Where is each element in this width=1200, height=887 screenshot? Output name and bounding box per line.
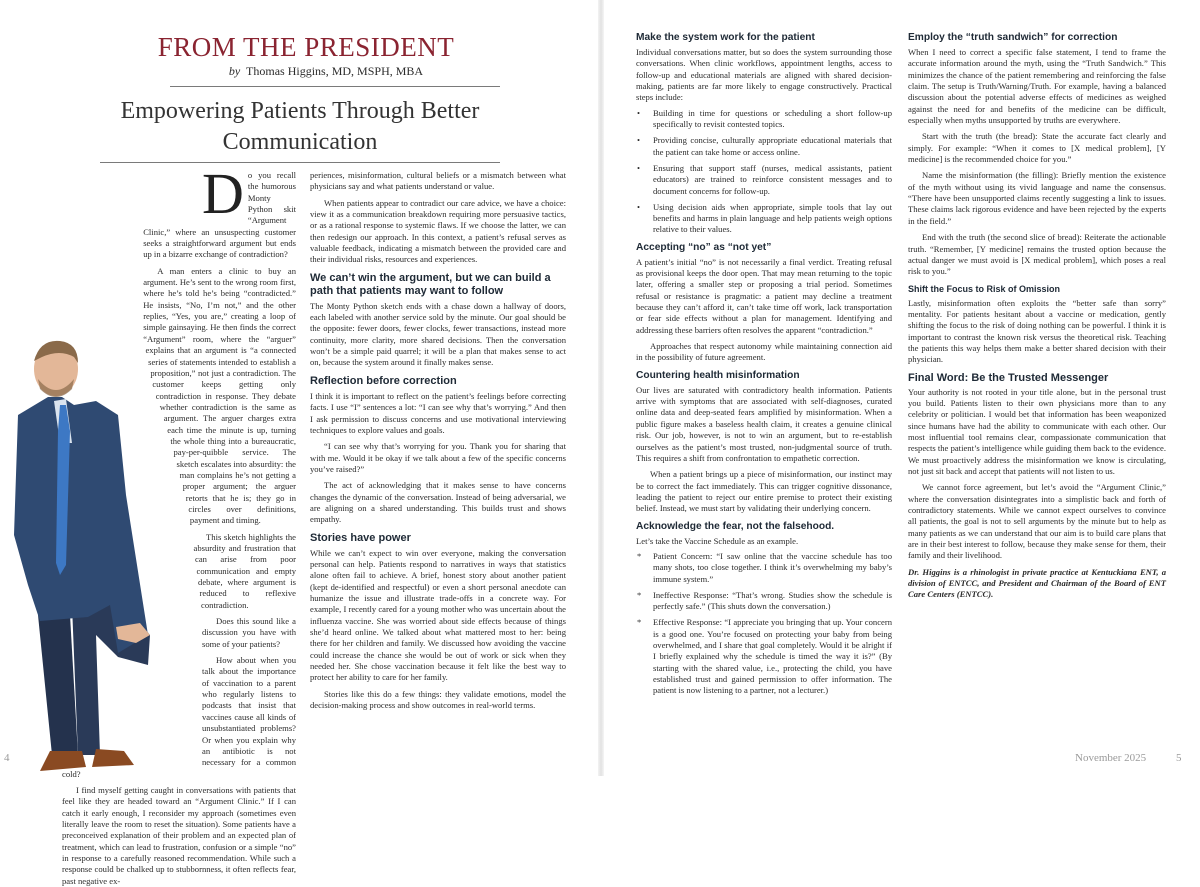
body-paragraph: End with the truth (the second slice of bread): Reiterate the actionable truth. “Remember, [Y medicine] remains the trusted option because the actual danger we must avoid is [X medical problem], which poses a real risk to you.” [908, 232, 1166, 277]
section-title: FROM THE PRESIDENT [157, 32, 455, 62]
list-item: * Effective Response: “I appreciate you bringing that up. Your concern is a good one. You’re focused on protecting your baby from being overwhelmed, and I share that goal completely. Would it be alright if I briefly explained why the schedule is timed the way it is?” (By starting with the shared value, i.e., protecting the child, you have established trust and gained permission to offer information. The patient is now listening to a partner, not a lecturer.) [637, 617, 892, 696]
list-item: • Building in time for questions or scheduling a short follow-up specifically to revisit contested topics. [637, 107, 892, 130]
body-paragraph: A patient’s initial “no” is not necessarily a final verdict. Treating refusal as provisional keeps the door open. That may mean returning to the topic later, offering a smaller step or proposing a trial period. Sometimes refusal or resistance is pragmatic: a patient may decline a treatment because they can’t afford it, can’t take time off work, lack transportation or fear side effects without a plan for management. Identifying and addressing these barriers often resolves the apparent “contradiction.” [636, 256, 892, 335]
page-number-left: 4 [4, 752, 10, 764]
subhead: Countering health misinformation [636, 369, 800, 381]
page-gutter [598, 0, 604, 776]
body-paragraph: Does this sound like a discussion you have with some of your patients? [202, 616, 296, 649]
body-paragraph: Start with the truth (the bread): State the accurate fact clearly and simply. For example: “When it comes to [X medical problem], [Y medicine] is the recommended choice for you.” [908, 131, 1166, 165]
body-paragraph: When a patient brings up a piece of misinformation, our instinct may be to correct the fact immediately. This can trigger cognitive dissonance, leading the patient to reject our entire premise to protect their existing belief. Instead, we must start by validating their underlying concern. [636, 469, 892, 514]
subhead: We can’t win the argument, but we can build a path that patients may want to follow [310, 271, 551, 297]
body-paragraph: Lastly, misinformation often exploits the “better safe than sorry” mentality. For patients hesitant about a vaccine or medication, gently shifting the focus to the risk of doing nothing can be powerful. I think it is important to contrast the known risk versus the theoretical risk. Teaching the patients this way helps them make a better shared decision with their physician. [908, 297, 1166, 365]
subhead: Stories have power [310, 531, 411, 544]
body-paragraph: Name the misinformation (the filling): Briefly mention the existence of the myth without using its vivid language and name the consensus. “There have been unsupported claims recently suggesting a link to issues. These claims lack rigorous evidence and have been rejected by the experts in the field.” [908, 170, 1166, 226]
middle-column [310, 170, 566, 711]
page-number-right: 5 [1176, 752, 1182, 764]
steps-list [636, 108, 892, 236]
body-paragraph: Individual conversations matter, but so does the system surrounding those conversations. When clinic workflows, appointment lengths, access to follow-up and educational materials are aligned with shared decision-making, patients are far more likely to engage constructively. Practical steps include: [636, 47, 892, 103]
header-rule [170, 86, 500, 87]
body-paragraph: periences, misinformation, cultural beliefs or a mismatch between what physicians say and what patients understand or value. [310, 170, 566, 192]
body-paragraph: The Monty Python sketch ends with a chase down a hallway of doors, each labeled with another service sold by the minute. Our goal should be the opposite: fewer doors, fewer clocks, fewer transactions, instead more continuity, more clarity, more shared decisions. Then the conversation won’t be a simple paid quarrel; it will be a plan that makes sense to act on, because the system around it finally makes sense. [310, 300, 566, 368]
body-paragraph: Your authority is not rooted in your title alone, but in the personal trust you build. Patients listen to their own physicians more than to any celebrity or politician. I would bet that information has been weaponized since humans have had the ability to communicate with each other. Our most influential tool remains clear, compassionate communication that respects the patient’s intelligence while guiding them back to the evidence. We must proactively address the misinformation we know is circulating, not just sit back and accept that patients will not listen to us. [908, 386, 1166, 476]
list-item: • Providing concise, culturally appropriate educational materials that the patient can take home or access online. [637, 135, 892, 157]
right-column-1 [636, 32, 892, 701]
body-paragraph: When I need to correct a specific false statement, I tend to frame the accurate information around the myth, using the “Truth Sandwich.” This minimizes the chance of the patient remembering and reinforcing the false claim. The setup is Truth/Warning/Truth. For example, having a balanced discussion about the potential adverse effects of medicines as weighed against the need for and benefits of the medicine can be difficult, especially when myths unsupported by truths are everywhere. [908, 47, 1166, 126]
subhead: Final Word: Be the Trusted Messenger [908, 371, 1109, 384]
list-item: * Ineffective Response: “That’s wrong. Studies show the schedule is perfectly safe.” (This shuts down the conversation.) [637, 589, 892, 612]
body-paragraph: Let’s take the Vaccine Schedule as an example. [636, 535, 799, 546]
author-bio: Dr. Higgins is a rhinologist in private practice at Kentuckiana ENT, a division of ENTCC, and President and Chairman of the Board of ENT Care Centers (ENTCC). [908, 566, 1166, 600]
body-paragraph: The act of acknowledging that it makes sense to have concerns changes the dynamic of the conversation. Instead of being adversarial, we are aligning on a shared understanding. This builds trust and shows empathy. [310, 480, 566, 525]
author-photo [0, 335, 210, 776]
byline-prefix: by [228, 64, 241, 78]
list-item: * Patient Concern: “I saw online that the vaccine schedule has too many shots, too close together. I think it’s overwhelming my baby’s immune system.” [637, 550, 892, 584]
body-paragraph: How about when you talk about the importance of vaccination to a parent who regularly listens to podcasts that insist that vaccines cause all kinds of unsubstantiated problems? Or when you explain why an antibiotic is not necessary for a common cold? [62, 655, 296, 779]
subhead: Accepting “no” as “not yet” [636, 241, 772, 253]
list-item: • Ensuring that support staff (nurses, medical assistants, patient educators) are trained to reinforce consistent messages and to document concerns for follow-up. [637, 162, 892, 196]
body-paragraph: When patients appear to contradict our care advice, we have a choice: view it as a communication breakdown requiring more persuasive tactics, or as a rational response to systemic flaws. If we choose the latter, we can then redesign our approach. In this context, a patient’s refusal serves as valuable feedback, indicating a mismatch between the provided care and their individual risks, resources and experiences. [310, 197, 566, 265]
author-name: Thomas Higgins, MD, MSPH, MBA [246, 64, 424, 78]
body-paragraph: This sketch highlights the absurdity and frustration that can arise from poor communication and empty debate, where argument is reduced to reflexive contradiction. [193, 531, 296, 610]
subhead: Employ the “truth sandwich” for correction [908, 32, 1118, 43]
article-headline: Empowering Patients Through Better Communication [120, 98, 480, 155]
right-column-2 [908, 32, 1166, 601]
subhead: Shift the Focus to Risk of Omission [908, 283, 1061, 294]
body-paragraph: While we can’t expect to win over everyone, making the conversation personal can help. Patients respond to narratives in ways that statistics alone often fail to achieve. A brief, honest story about another patient (kept de-identified and respectful) or even a short personal anecdote can humanize the issue and illustrate trade-offs in a concrete way. For example, I recently cared for a young mother who was uncertain about the influenza vaccine. She was worried about side effects because of things she’d heard online. We talked about what mattered most to her: being there for her children and family. We discussed how avoiding the vaccine could increase the chance she would be out of work or sick when they needed her. She chose vaccination because it felt like the best way to protect her ability to care for her family. [310, 547, 566, 683]
intro-paragraph: Do you recall the humorous Monty Python skit “Argument Clinic,” where an unsuspecting customer seeks a straightforward argument but ends up in a bizarre exchange of contradiction? [143, 161, 296, 260]
subhead: Reflection before correction [310, 374, 457, 387]
subhead: Make the system work for the patient [636, 32, 815, 43]
examples-list [636, 551, 892, 697]
body-paragraph: A man enters a clinic to buy an argument. He’s sent to the wrong room first, where he’s told he’s being “contradicted.” He insists, “No, I’m not,” and the other replies, “Yes, you are,” creating a loop of simple gainsaying. He then finds the correct “Argument” room, where the “arguer” explains that an argument is “a connected series of statements intended to establish a proposition,” not just a contradiction. The customer keeps getting only contradiction in response. They debate whether contradiction is the same as argument. The arguer charges extra each time the minute is up, turning the whole thing into a bureaucratic, pay-per-quibble service. The sketch escalates into absurdity: the man complains he’s not getting a proper argument; the arguer retorts that he is; they go in circles over definitions, payment and timing. [143, 265, 296, 526]
body-paragraph: “I can see why that’s worrying for you. Thank you for sharing that with me. Would it be okay if we talk about a few of the specific concerns you’ve raised?” [310, 441, 566, 474]
list-item: • Using decision aids when appropriate, simple tools that lay out benefits and harms in plain language and help patients weigh options relative to their values. [637, 201, 892, 235]
body-paragraph: Stories like this do a few things: they validate emotions, model the decision-making process and show outcomes in real-world terms. [310, 688, 566, 711]
byline [186, 64, 466, 79]
headline-rule [100, 162, 500, 163]
issue-date: November 2025 [1075, 752, 1147, 764]
body-paragraph: We cannot force agreement, but let’s avoid the “Argument Clinic,” where the conversation disintegrates into a simplistic back and forth of contradictory statements. While we cannot expect ourselves to convince all patients, the goal is not to sell arguments by the minute but to help as many patients as we can understand that our aim is to build care plans that are in their best interest to follow, because they make sense for them, their family and their livelihood. [908, 482, 1166, 561]
subhead: Acknowledge the fear, not the falsehood. [636, 520, 835, 532]
body-paragraph: I think it is important to reflect on the patient’s feelings before correcting facts. I use “I” sentences a lot: “I can see why that’s worrying.” And then I ask permission to discuss concerns and use motivational interviewing techniques to explore values and goals. [310, 390, 566, 435]
body-paragraph: Approaches that respect autonomy while maintaining connection aid in the possibility of future agreement. [636, 341, 892, 363]
body-paragraph: Our lives are saturated with contradictory health information. Patients arrive with symptoms that are associated with self-diagnoses, curated online data and deep-seated fears amplified by misinformation. When a public figure makes a baseless health claim, it creates a genuine clinical risk. Our job, however, is not to win an argument, but to re-establish ourselves as the patient’s most trusted, non-judgmental source of truth. This requires a shift from confrontation to empathetic correction. [636, 384, 892, 463]
drop-cap: D [202, 161, 244, 226]
body-paragraph: I find myself getting caught in conversations with patients that feel like they are headed toward an “Argument Clinic.” If I can catch it early enough, I reconsider my approach (sometimes even literally leave the room to reset the situation). Some patients have a preconceived explanation of their problem and an expected plan of treatment, which can lead to frustration, confusion or a simple “no” in response to a carefully reasoned recommendation. While such a response could be chalked up to stubbornness, it often reflects fear, past negative ex- [62, 784, 296, 886]
